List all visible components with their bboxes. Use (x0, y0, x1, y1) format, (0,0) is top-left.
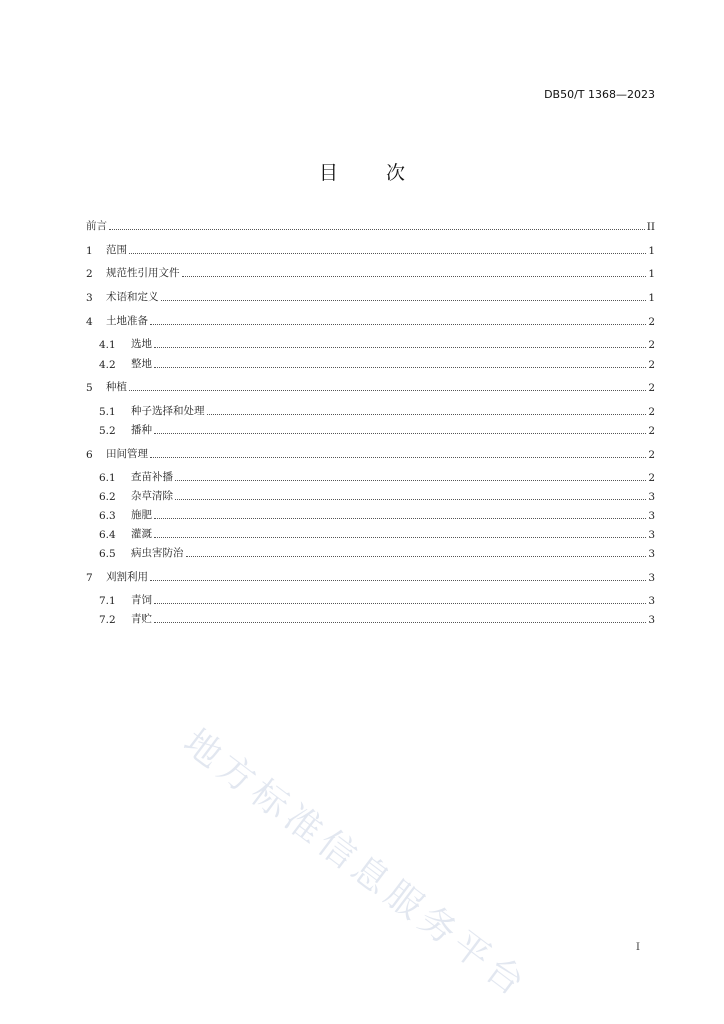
toc-leader-dots (207, 413, 647, 415)
toc-entry-page: 2 (648, 339, 655, 351)
toc-entry[interactable] (86, 242, 655, 257)
toc-title (0, 158, 724, 185)
toc-entry[interactable] (86, 289, 655, 304)
toc-entry[interactable] (86, 313, 655, 328)
toc-entry-title: 前言 (86, 220, 107, 232)
toc-leader-dots (186, 555, 647, 557)
toc-entry-title: 种植 (106, 381, 127, 393)
toc-entry-number: 6 (86, 449, 93, 461)
toc-entry-number: 5.2 (99, 425, 116, 437)
toc-leader-dots (154, 346, 646, 348)
toc-leader-dots (129, 389, 646, 391)
toc-entry[interactable] (99, 403, 655, 418)
toc-entry[interactable] (86, 379, 655, 394)
toc-entry-page: 3 (648, 491, 655, 503)
toc-entry-number: 5.1 (99, 406, 116, 418)
toc-entry-page: 2 (648, 472, 655, 484)
toc-entry-page: 2 (648, 425, 655, 437)
toc-entry-title: 刈割利用 (106, 571, 148, 583)
toc-entry-number: 4.2 (99, 359, 116, 371)
toc-leader-dots (161, 299, 647, 301)
toc-entry-title: 播种 (131, 424, 152, 436)
toc-entry-page: 2 (648, 449, 655, 461)
toc-entry-page: 3 (648, 595, 655, 607)
toc-entry[interactable] (99, 488, 655, 503)
toc-entry[interactable] (86, 218, 655, 233)
toc-entry-title: 范围 (106, 244, 127, 256)
watermark: 地方标准信息服务平台 (175, 721, 536, 1008)
toc-entry-page: 2 (648, 316, 655, 328)
toc-entry-number: 7 (86, 572, 93, 584)
toc-entry-title: 土地准备 (106, 315, 148, 327)
toc-entry-page: 3 (648, 572, 655, 584)
standard-number: DB50/T 1368—2023 (544, 88, 655, 101)
toc-entry-title: 施肥 (131, 509, 152, 521)
toc-entry[interactable] (99, 611, 655, 626)
toc-entry-page: 3 (648, 614, 655, 626)
toc-entry-page: 2 (648, 382, 655, 394)
toc-entry-number: 3 (86, 292, 93, 304)
toc-entry-page: 3 (648, 529, 655, 541)
toc-entry-title: 杂草清除 (131, 490, 173, 502)
toc-entry-page: 3 (648, 510, 655, 522)
toc-entry[interactable] (99, 545, 655, 560)
toc-leader-dots (182, 275, 647, 277)
toc-entry-number: 4 (86, 316, 93, 328)
toc-entry-page: 2 (648, 359, 655, 371)
toc-entry-page: 2 (648, 406, 655, 418)
page-number: I (635, 941, 640, 953)
toc-entry[interactable] (86, 569, 655, 584)
toc-entry-number: 1 (86, 245, 93, 257)
toc-leader-dots (109, 228, 645, 230)
toc-entry[interactable] (99, 469, 655, 484)
toc-entry-number: 6.2 (99, 491, 116, 503)
toc-leader-dots (175, 479, 646, 481)
toc-entry-title: 整地 (131, 358, 152, 370)
toc-entry-title: 田间管理 (106, 448, 148, 460)
toc-entry-number: 2 (86, 268, 93, 280)
toc-title-char: 次 (386, 162, 406, 184)
toc-entry-number: 5 (86, 382, 93, 394)
toc-entry-page: 1 (648, 292, 655, 304)
toc-entry-title: 选地 (131, 338, 152, 350)
toc-entry-number: 6.1 (99, 472, 116, 484)
toc-leader-dots (154, 432, 646, 434)
toc-entry[interactable] (99, 526, 655, 541)
toc-entry[interactable] (86, 265, 655, 280)
toc-leader-dots (154, 517, 646, 519)
toc-entry-page: 1 (648, 245, 655, 257)
toc-entry-page: II (646, 221, 655, 233)
toc-entry[interactable] (99, 356, 655, 371)
toc-entry-title: 青饲 (131, 594, 152, 606)
toc-entry-page: 3 (648, 548, 655, 560)
toc-entry[interactable] (86, 446, 655, 461)
toc-entry[interactable] (99, 592, 655, 607)
toc-entry-number: 6.3 (99, 510, 116, 522)
toc-entry-title: 青贮 (131, 613, 152, 625)
toc-leader-dots (154, 366, 646, 368)
toc-entry-number: 7.2 (99, 614, 116, 626)
toc-leader-dots (150, 456, 646, 458)
toc-leader-dots (154, 536, 646, 538)
toc-entry-title: 规范性引用文件 (106, 267, 180, 279)
toc-leader-dots (150, 579, 646, 581)
toc-leader-dots (154, 621, 646, 623)
toc-entry-title: 查苗补播 (131, 471, 173, 483)
toc-entry-page: 1 (648, 268, 655, 280)
toc-entry[interactable] (99, 422, 655, 437)
toc-entry-title: 术语和定义 (106, 291, 159, 303)
toc-leader-dots (129, 252, 646, 254)
toc-entry-title: 病虫害防治 (131, 547, 184, 559)
toc-entry-title: 种子选择和处理 (131, 405, 205, 417)
toc-entry-title: 灌溉 (131, 528, 152, 540)
toc-title-char: 目 (318, 162, 338, 184)
toc-leader-dots (150, 323, 646, 325)
toc-entry[interactable] (99, 507, 655, 522)
toc-entry-number: 7.1 (99, 595, 116, 607)
toc-entry-number: 4.1 (99, 339, 116, 351)
toc-entry-number: 6.5 (99, 548, 116, 560)
toc-leader-dots (154, 602, 646, 604)
toc-entry-number: 6.4 (99, 529, 116, 541)
toc-leader-dots (175, 498, 646, 500)
toc-entry[interactable] (99, 336, 655, 351)
